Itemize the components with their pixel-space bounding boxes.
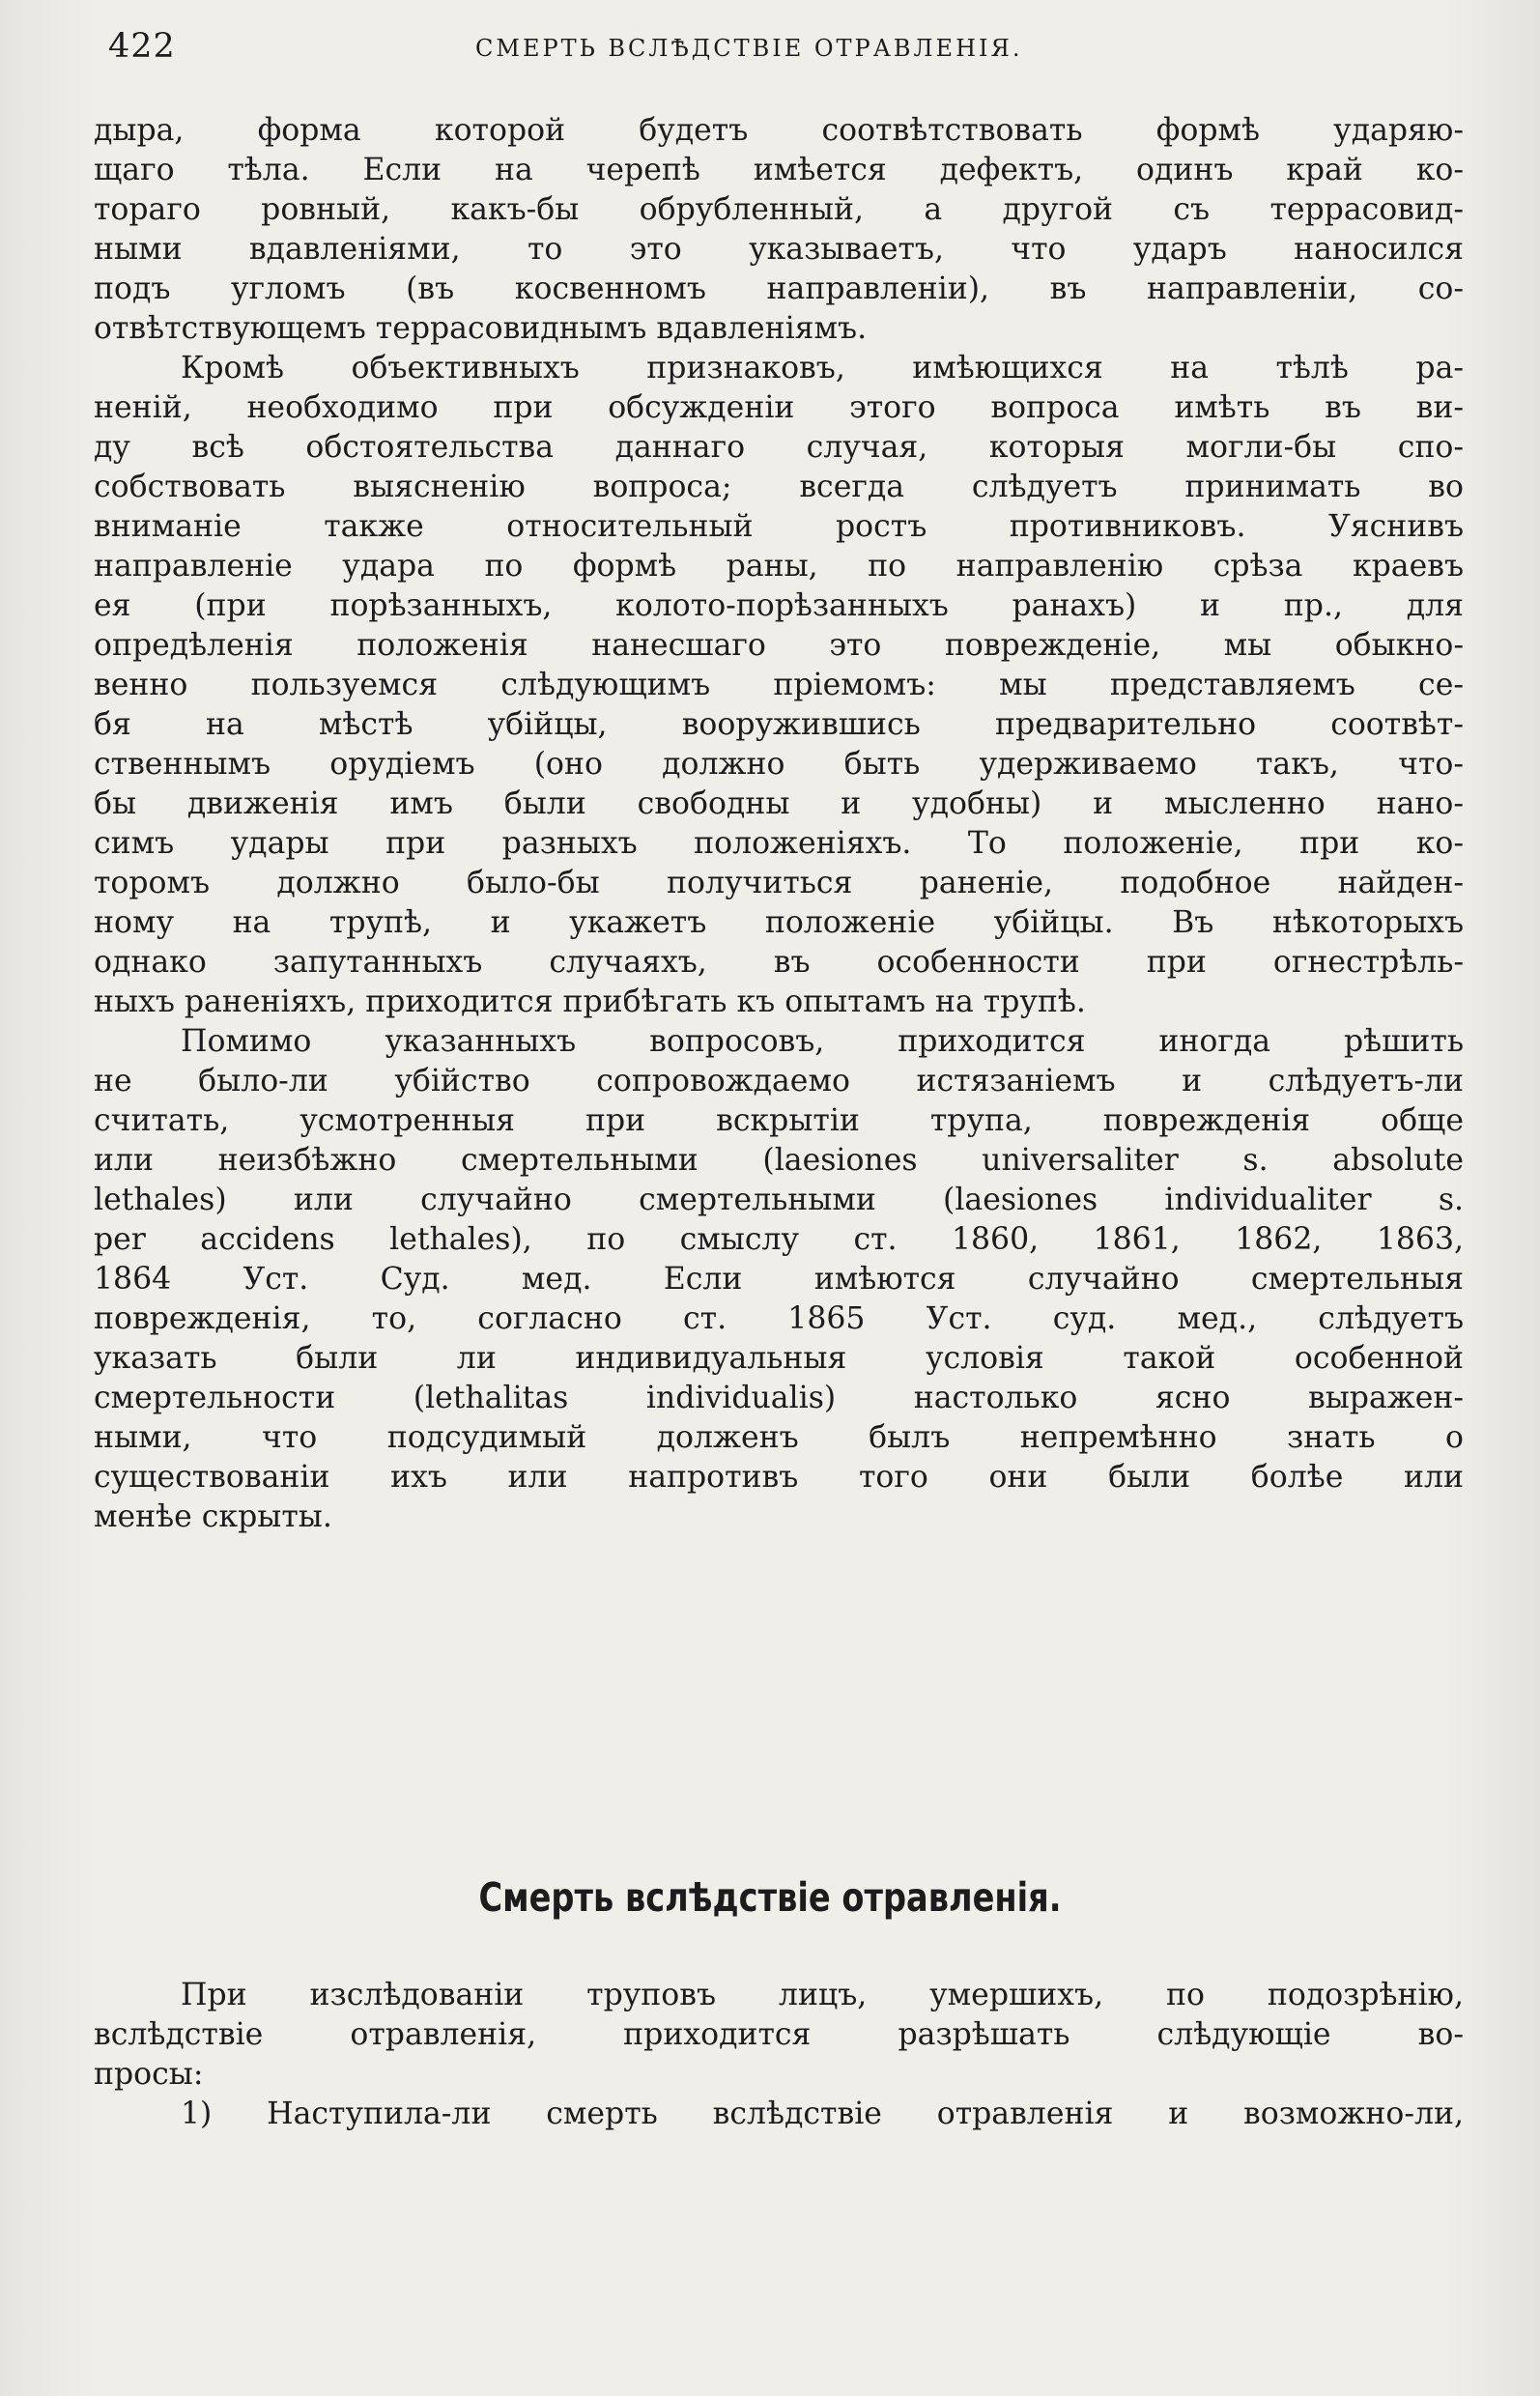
text-line: Помимо указанныхъ вопросовъ, приходится иногда рѣшить	[181, 1024, 1464, 1059]
text-line: указать были ли индивидуальныя условія такой особенной	[94, 1341, 1464, 1376]
text-line: не было-ли убійство сопровождаемо истязаніемъ и слѣдуетъ-ли	[94, 1064, 1464, 1098]
text-line: однако запутанныхъ случаяхъ, въ особенности при огнестрѣль-	[94, 945, 1464, 980]
text-line: тораго ровный, какъ-бы обрубленный, а другой съ террасовид-	[94, 192, 1464, 227]
text-line: щаго тѣла. Если на черепѣ имѣется дефектъ, одинъ край ко-	[94, 153, 1464, 187]
text-line: ному на трупѣ, и укажетъ положеніе убійцы. Въ нѣкоторыхъ	[94, 905, 1464, 940]
text-line: вниманіе также относительный ростъ противниковъ. Уяснивъ	[94, 509, 1464, 544]
text-line: 1864 Уст. Суд. мед. Если имѣются случайно смертельныя	[94, 1262, 1464, 1297]
text-line: поврежденія, то, согласно ст. 1865 Уст. суд. мед., слѣдуетъ	[94, 1301, 1464, 1336]
text-line: бя на мѣстѣ убійцы, вооружившись предварительно соотвѣт-	[94, 707, 1464, 742]
text-line: вслѣдствіе отравленія, приходится разрѣшать слѣдующіе во-	[94, 2017, 1464, 2052]
text-line: дыра, форма которой будетъ соотвѣтствовать формѣ ударяю-	[94, 113, 1464, 148]
text-line: бы движенія имъ были свободны и удобны) и мысленно нано-	[94, 786, 1464, 821]
text-line: lethales) или случайно смертельными (laesiones individualiter s.	[94, 1183, 1464, 1217]
section-heading: Смерть вслѣдствіе отравленія.	[478, 1874, 1062, 1921]
text-line: Кромѣ объективныхъ признаковъ, имѣющихся на тѣлѣ ра-	[181, 351, 1464, 385]
running-title: СМЕРТЬ ВСЛѢДСТВІЕ ОТРАВЛЕНІЯ.	[475, 35, 1023, 62]
text-line: симъ удары при разныхъ положеніяхъ. То положеніе, при ко-	[94, 826, 1464, 861]
text-line: 1) Наступила-ли смерть вслѣдствіе отравленія и возможно-ли,	[181, 2096, 1464, 2131]
page-number: 422	[108, 27, 176, 66]
text-line: ными вдавленіями, то это указываетъ, что ударъ наносился	[94, 232, 1464, 267]
text-line: отвѣтствующемъ террасовиднымъ вдавленіямъ.	[94, 311, 868, 346]
text-line: или неизбѣжно смертельными (laesiones universaliter s. absolute	[94, 1143, 1464, 1178]
text-line: направленіе удара по формѣ раны, по направленію срѣза краевъ	[94, 549, 1464, 584]
text-line: опредѣленія положенія нанесшаго это поврежденіе, мы обыкно-	[94, 628, 1464, 663]
text-line: смертельности (lethalitas individualis) настолько ясно выражен-	[94, 1381, 1464, 1415]
text-line: венно пользуемся слѣдующимъ пріемомъ: мы представляемъ се-	[94, 668, 1464, 702]
text-line: считать, усмотренныя при вскрытіи трупа, поврежденія обще	[94, 1103, 1464, 1138]
body-text	[94, 111, 1464, 1537]
text-line: При изслѣдованіи труповъ лицъ, умершихъ, по подозрѣнію,	[181, 1978, 1464, 2012]
text-line: ныхъ раненіяхъ, приходится прибѣгать къ опытамъ на трупѣ.	[94, 984, 1086, 1019]
text-line: ея (при порѣзанныхъ, колото-порѣзанныхъ ранахъ) и пр., для	[94, 588, 1464, 623]
text-line: ду всѣ обстоятельства даннаго случая, которыя могли-бы спо-	[94, 430, 1464, 465]
running-head	[108, 27, 1461, 75]
text-line: просы:	[94, 2057, 204, 2092]
text-line: собствовать выясненію вопроса; всегда слѣдуетъ принимать во	[94, 470, 1464, 504]
text-line: неній, необходимо при обсужденіи этого вопроса имѣть въ ви-	[94, 390, 1464, 425]
section-text	[94, 1976, 1464, 2134]
text-line: существованіи ихъ или напротивъ того они были болѣе или	[94, 1460, 1464, 1495]
text-line: per accidens lethales), по смыслу ст. 1860, 1861, 1862, 1863,	[94, 1222, 1464, 1257]
text-line: менѣе скрыты.	[94, 1499, 332, 1534]
text-line: торомъ должно было-бы получиться раненіе, подобное найден-	[94, 866, 1464, 900]
text-line: подъ угломъ (въ косвенномъ направленіи), въ направленіи, со-	[94, 271, 1464, 306]
text-line: ственнымъ орудіемъ (оно должно быть удерживаемо такъ, что-	[94, 747, 1464, 782]
text-line: ными, что подсудимый долженъ былъ непремѣнно знать о	[94, 1420, 1464, 1455]
